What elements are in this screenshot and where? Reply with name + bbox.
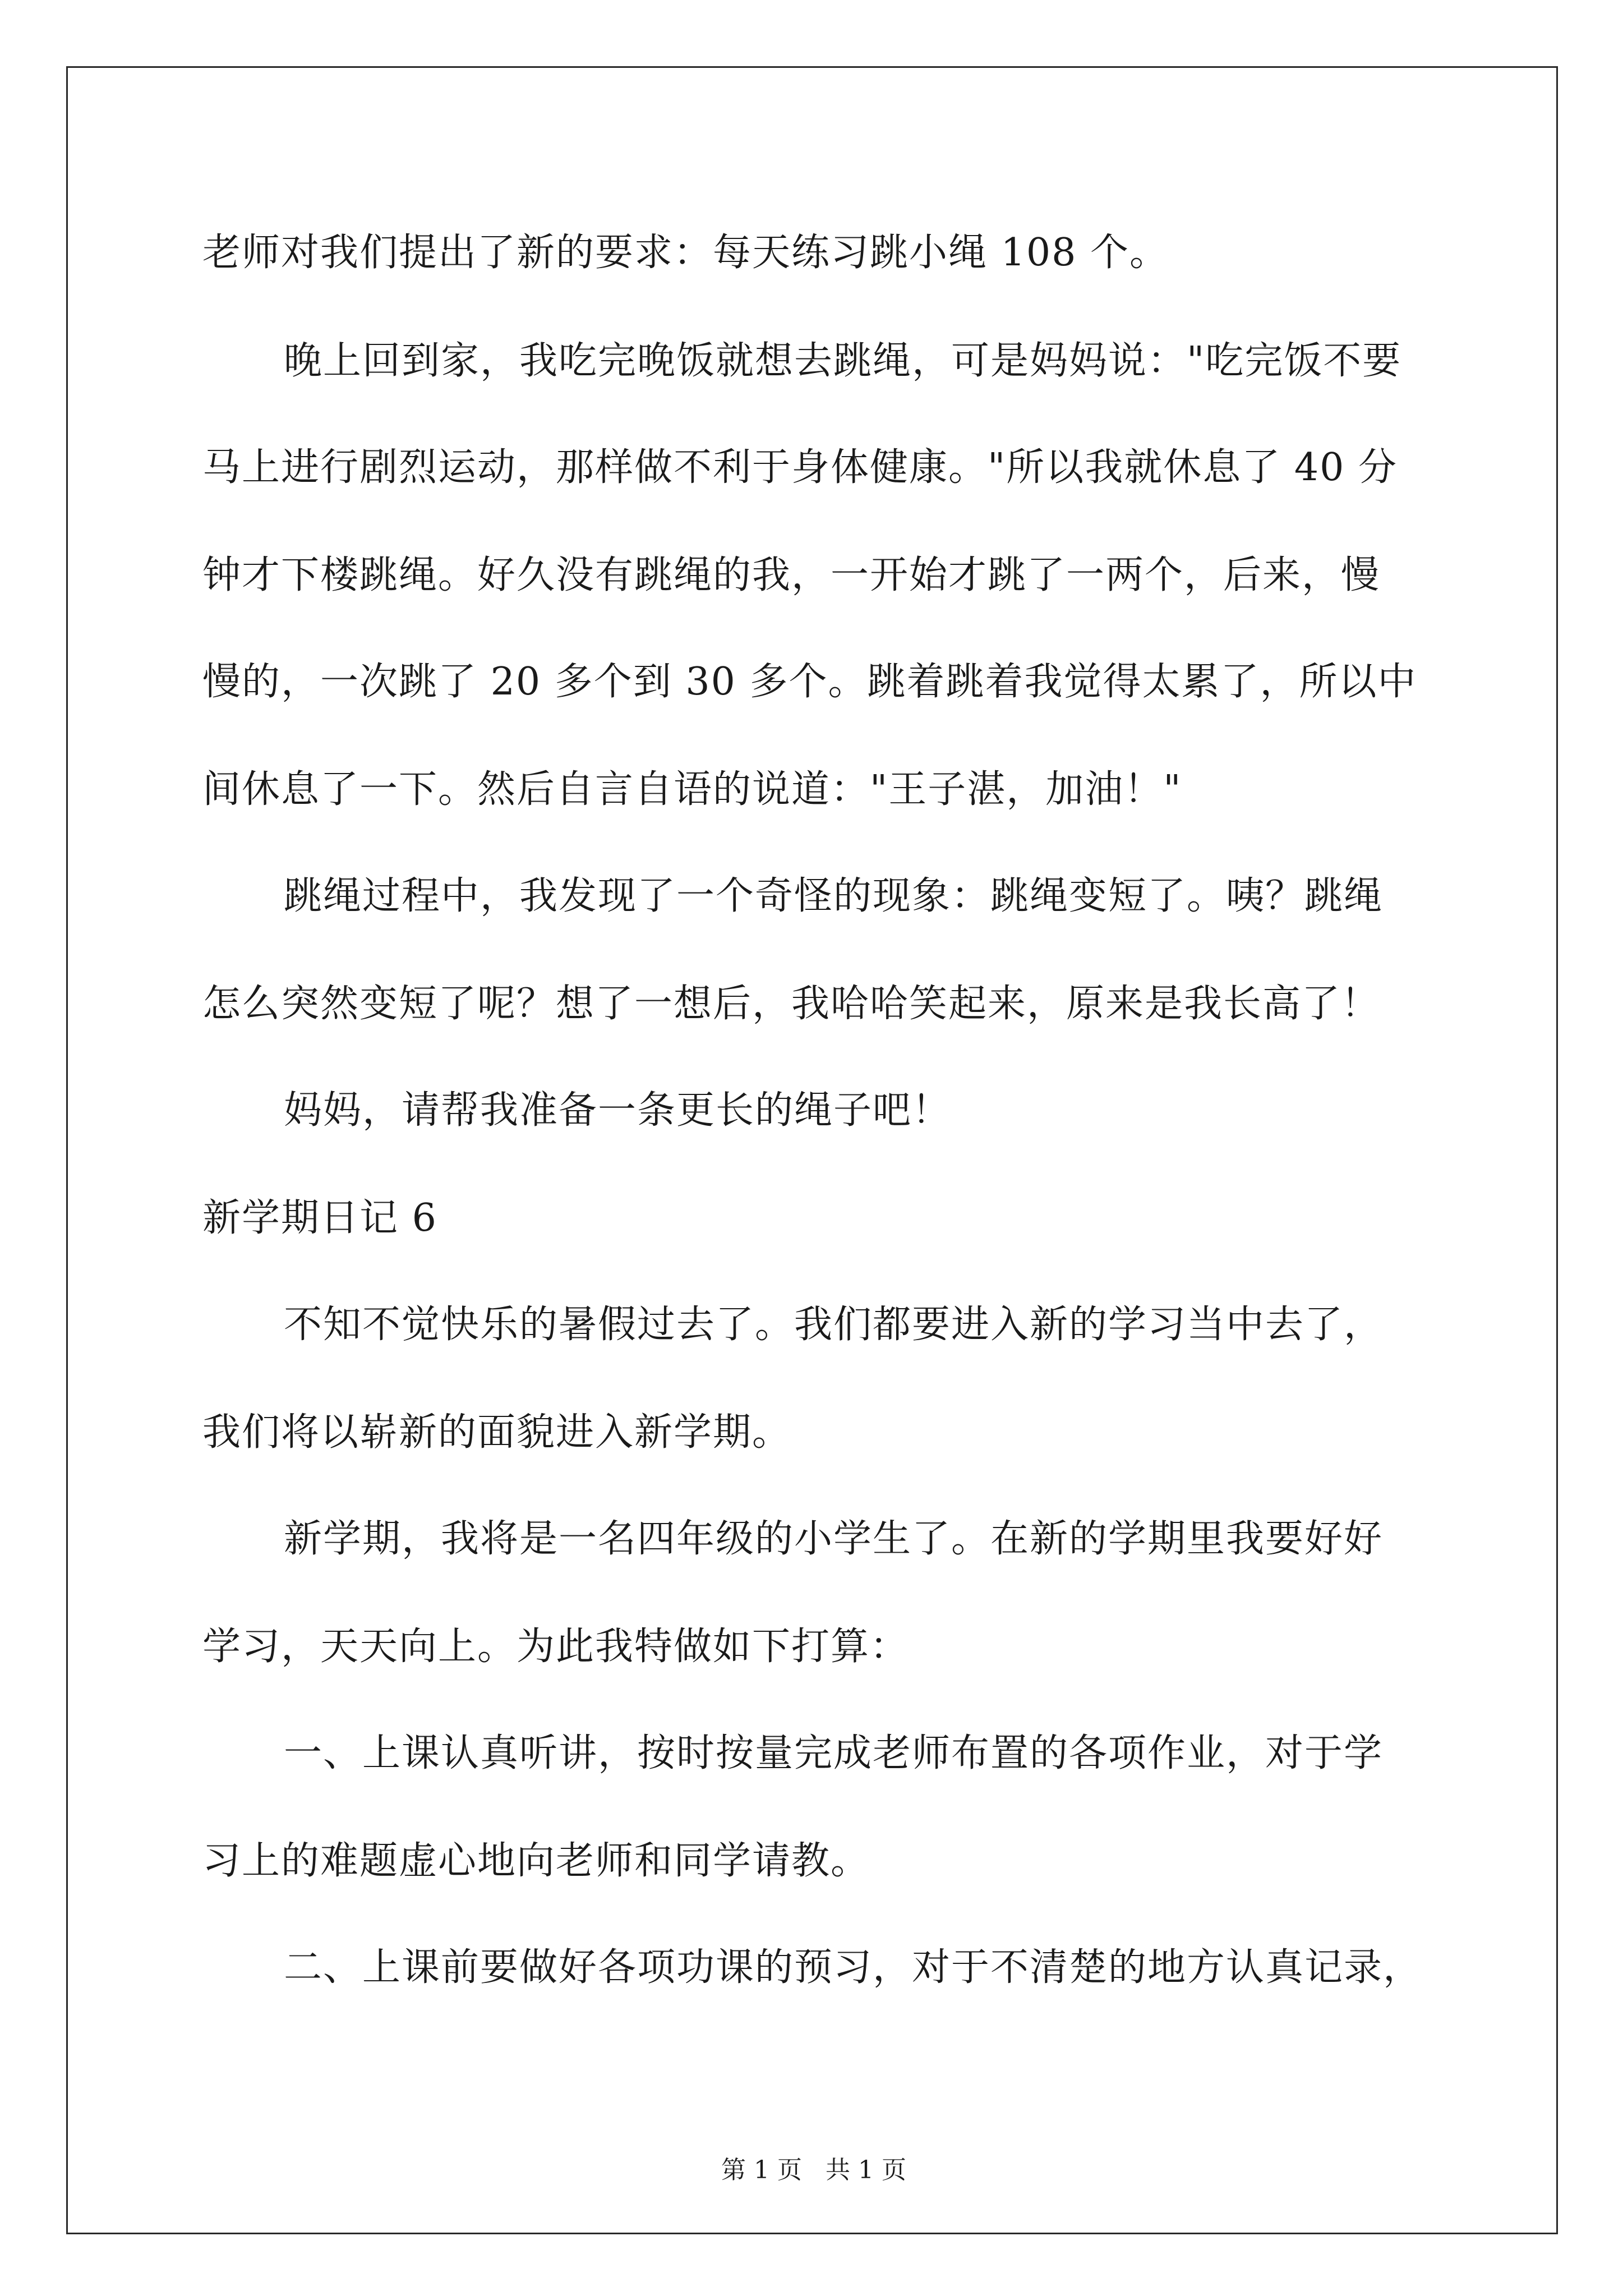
page-frame — [66, 66, 1558, 2234]
text-line-15: 一、上课认真听讲，按时按量完成老师布置的各项作业，对于学 — [284, 1731, 1384, 1775]
text-line-2: 晚上回到家，我吃完晚饭就想去跳绳，可是妈妈说："吃完饭不要 — [284, 339, 1402, 383]
text-line-6: 间休息了一下。然后自言自语的说道："王子湛，加油！" — [202, 767, 1182, 812]
text-line-12: 我们将以崭新的面貌进入新学期。 — [202, 1410, 792, 1455]
text-line-13: 新学期，我将是一名四年级的小学生了。在新的学期里我要好好 — [284, 1517, 1384, 1561]
text-line-8: 怎么突然变短了呢？想了一想后，我哈哈笑起来，原来是我长高了！ — [202, 982, 1381, 1026]
section-heading: 新学期日记 6 — [202, 1196, 437, 1240]
text-line-7: 跳绳过程中，我发现了一个奇怪的现象：跳绳变短了。咦？跳绳 — [284, 874, 1384, 918]
page-total: 共 1 页 — [826, 2156, 906, 2184]
text-line-9: 妈妈，请帮我准备一条更长的绳子吧！ — [284, 1088, 952, 1133]
text-line-16: 习上的难题虚心地向老师和同学请教。 — [202, 1839, 870, 1883]
text-line-14: 学习，天天向上。为此我特做如下打算： — [202, 1625, 910, 1669]
page-number: 第 1 页 — [721, 2156, 802, 2184]
page-footer — [68, 2154, 1560, 2187]
text-line-5: 慢的，一次跳了 20 多个到 30 多个。跳着跳着我觉得太累了，所以中 — [202, 660, 1417, 704]
text-line-17: 二、上课前要做好各项功课的预习，对于不清楚的地方认真记录， — [284, 1945, 1423, 1990]
text-line-4: 钟才下楼跳绳。好久没有跳绳的我，一开始才跳了一两个，后来，慢 — [202, 553, 1381, 597]
text-line-1: 老师对我们提出了新的要求：每天练习跳小绳 108 个。 — [202, 231, 1169, 275]
text-line-11: 不知不觉快乐的暑假过去了。我们都要进入新的学习当中去了， — [284, 1303, 1384, 1347]
text-line-3: 马上进行剧烈运动，那样做不利于身体健康。"所以我就休息了 40 分 — [202, 445, 1398, 490]
